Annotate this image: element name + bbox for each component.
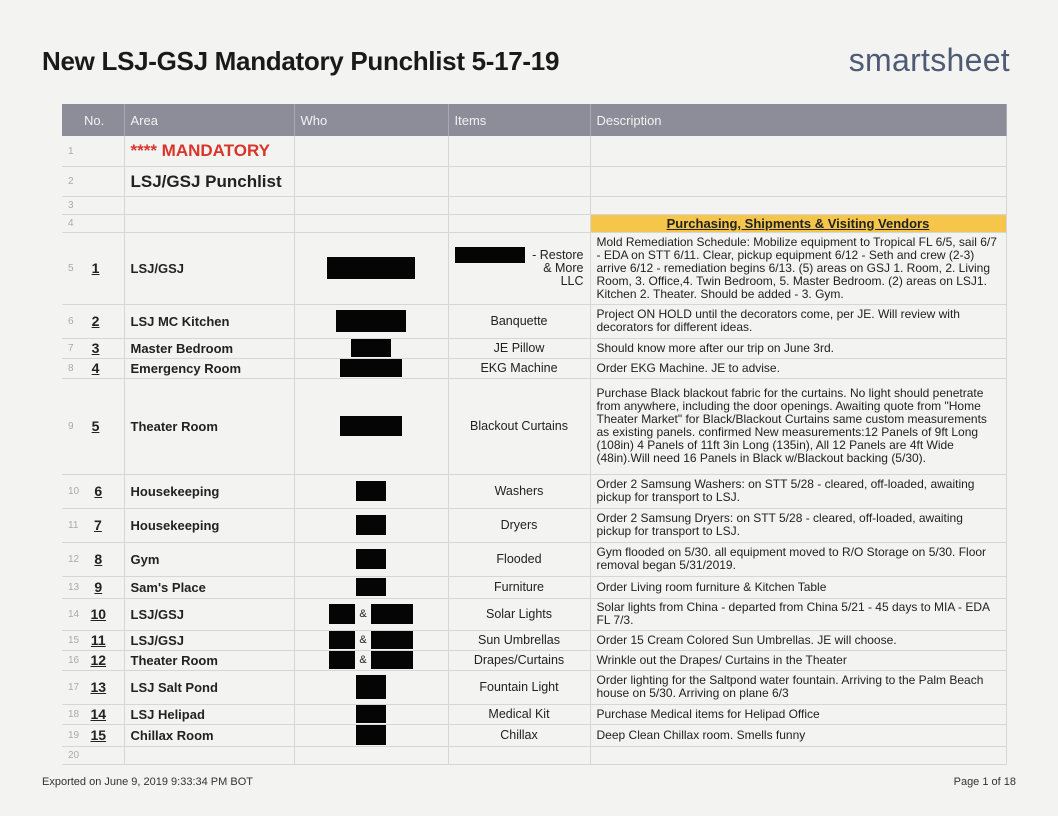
cell-who[interactable] [294, 746, 448, 764]
item-number: 6 [94, 482, 103, 499]
redaction-block [356, 705, 386, 723]
item-number: 5 [91, 417, 100, 434]
cell-who[interactable] [294, 214, 448, 232]
cell-who[interactable] [294, 542, 448, 576]
row-number: 5 [68, 262, 74, 274]
item-number: 9 [94, 578, 103, 595]
cell-who[interactable] [294, 724, 448, 746]
row-number: 18 [68, 708, 80, 720]
row-number: 20 [68, 750, 80, 761]
item-number: 3 [91, 339, 100, 356]
cell-no[interactable] [62, 136, 124, 166]
cell-no[interactable] [62, 358, 124, 378]
cell-items[interactable] [448, 746, 590, 764]
redaction-block [356, 515, 386, 535]
redaction-block [356, 675, 386, 699]
table-row[interactable] [62, 136, 1006, 166]
cell-who[interactable] [294, 232, 448, 304]
row-number: 19 [68, 729, 80, 741]
ampersand: & [359, 653, 367, 666]
cell-no[interactable] [62, 542, 124, 576]
redaction-block [455, 247, 525, 263]
cell-who[interactable] [294, 650, 448, 670]
redaction-block [340, 359, 402, 377]
row-number: 1 [68, 145, 74, 157]
cell-no[interactable] [62, 704, 124, 724]
cell-items[interactable] [448, 196, 590, 214]
cell-who[interactable] [294, 598, 448, 630]
cell-area[interactable]: Master Bedroom [124, 338, 294, 358]
redaction-block [371, 631, 413, 649]
cell-no[interactable] [62, 598, 124, 630]
ampersand: & [359, 633, 367, 646]
redaction-block [371, 604, 413, 624]
table-row[interactable] [62, 232, 1006, 304]
cell-who[interactable] [294, 508, 448, 542]
row-number: 7 [68, 342, 74, 354]
redaction-block [336, 310, 406, 332]
row-number: 4 [68, 218, 74, 229]
cell-no[interactable] [62, 746, 124, 764]
cell-description[interactable] [590, 136, 1006, 166]
cell-items[interactable] [448, 136, 590, 166]
table-row[interactable] [62, 670, 1006, 704]
cell-items[interactable]: Blackout Curtains [448, 378, 590, 474]
page-indicator: Page 1 of 18 [953, 776, 1016, 788]
table-row[interactable] [62, 338, 1006, 358]
item-number: 7 [94, 516, 102, 533]
cell-description[interactable]: Order Living room furniture & Kitchen Table [590, 576, 1006, 598]
row-number: 8 [68, 362, 74, 374]
row-number: 10 [68, 485, 80, 497]
item-number: 2 [91, 312, 100, 329]
redaction-block [351, 339, 391, 357]
cell-no[interactable] [62, 576, 124, 598]
cell-description[interactable]: Order EKG Machine. JE to advise. [590, 358, 1006, 378]
cell-no[interactable] [62, 508, 124, 542]
item-text: - Restore & More LLC [532, 247, 584, 288]
table-row[interactable] [62, 474, 1006, 508]
cell-description[interactable]: Gym flooded on 5/30. all equipment moved to R/O Storage on 5/30. Floor removal began 5/31/2019. [590, 542, 1006, 576]
item-number: 8 [94, 550, 103, 567]
cell-description[interactable]: Purchase Black blackout fabric for the curtains. No light should penetrate from anywhere, including the door openings. Awaiting quote from "Home Theater Market" for Black/Blackout Curtains same custom measurements as existing panels. confirmed New measurements:12 Panels of 9ft Long (108in) 4 Panels of 11ft 3in Long (135in), All 12 Panels are 4ft Wide (48in).Will need 16 Panels in Black w/Blackout backing (5/30). [590, 378, 1006, 474]
table-row[interactable] [62, 650, 1006, 670]
cell-items[interactable] [448, 166, 590, 196]
cell-who[interactable] [294, 304, 448, 338]
cell-description[interactable]: Order lighting for the Saltpond water fountain. Arriving to the Palm Beach house on 5/30. Arriving on plane 6/3 [590, 670, 1006, 704]
cell-who[interactable] [294, 136, 448, 166]
item-number: 1 [91, 259, 100, 276]
header-row [62, 104, 1006, 136]
table-row[interactable] [62, 196, 1006, 214]
cell-description[interactable]: Project ON HOLD until the decorators come, per JE. Will review with decorators for different ideas. [590, 304, 1006, 338]
table-row[interactable] [62, 358, 1006, 378]
cell-who[interactable] [294, 358, 448, 378]
cell-description[interactable]: Order 2 Samsung Dryers: on STT 5/28 - cleared, off-loaded, awaiting pickup for transport to LSJ. [590, 508, 1006, 542]
export-timestamp: Exported on June 9, 2019 9:33:34 PM BOT [42, 776, 253, 788]
item-number: 4 [91, 359, 100, 376]
cell-who[interactable] [294, 630, 448, 650]
cell-area[interactable] [124, 214, 294, 232]
cell-items[interactable]: Washers [448, 474, 590, 508]
redaction-block [329, 651, 355, 669]
row-number: 12 [68, 553, 80, 565]
cell-area[interactable]: LSJ/GSJ Punchlist [124, 166, 294, 196]
col-header-no[interactable]: No. [62, 104, 124, 136]
row-number: 2 [68, 176, 74, 187]
cell-items[interactable]: EKG Machine [448, 358, 590, 378]
cell-no[interactable] [62, 474, 124, 508]
cell-no[interactable] [62, 338, 124, 358]
cell-items[interactable]: JE Pillow [448, 338, 590, 358]
cell-who[interactable] [294, 704, 448, 724]
col-header-items[interactable]: Items [448, 104, 590, 136]
cell-area[interactable]: Housekeeping [124, 474, 294, 508]
cell-items[interactable]: Fountain Light [448, 670, 590, 704]
cell-no[interactable] [62, 670, 124, 704]
table-row[interactable] [62, 724, 1006, 746]
col-header-description[interactable]: Description [590, 104, 1006, 136]
cell-area[interactable]: LSJ/GSJ [124, 598, 294, 630]
cell-items[interactable]: Furniture [448, 576, 590, 598]
cell-items[interactable]: Medical Kit [448, 704, 590, 724]
row-number: 14 [68, 608, 80, 620]
item-number: 12 [90, 651, 107, 668]
cell-items[interactable]: Dryers [448, 508, 590, 542]
redaction-block [329, 631, 355, 649]
redaction-block [356, 481, 386, 501]
cell-no[interactable] [62, 304, 124, 338]
row-number: 9 [68, 420, 74, 432]
cell-description[interactable] [590, 196, 1006, 214]
cell-description[interactable]: Order 2 Samsung Washers: on STT 5/28 - cleared, off-loaded, awaiting pickup for transport to LSJ. [590, 474, 1006, 508]
row-number: 3 [68, 200, 74, 211]
cell-area[interactable]: LSJ/GSJ [124, 630, 294, 650]
cell-who[interactable] [294, 474, 448, 508]
redaction-block [327, 257, 415, 279]
table-row[interactable] [62, 542, 1006, 576]
table-row[interactable] [62, 214, 1006, 232]
cell-no[interactable] [62, 166, 124, 196]
table-row[interactable] [62, 746, 1006, 764]
cell-items[interactable]: Sun Umbrellas [448, 630, 590, 650]
item-number: 10 [90, 605, 107, 622]
item-number: 11 [90, 631, 106, 648]
table-row[interactable] [62, 704, 1006, 724]
redaction-block [356, 549, 386, 569]
table-row[interactable] [62, 630, 1006, 650]
ampersand: & [359, 607, 367, 620]
cell-area[interactable]: LSJ Salt Pond [124, 670, 294, 704]
redaction-block [356, 725, 386, 745]
page-title: New LSJ-GSJ Mandatory Punchlist 5-17-19 [42, 46, 560, 76]
cell-items[interactable]: Banquette [448, 304, 590, 338]
row-number: 16 [68, 654, 80, 666]
cell-who[interactable] [294, 166, 448, 196]
cell-description[interactable]: Purchase Medical items for Helipad Office [590, 704, 1006, 724]
cell-no[interactable] [62, 630, 124, 650]
cell-description[interactable]: Solar lights from China - departed from China 5/21 - 45 days to MIA - EDA FL 7/3. [590, 598, 1006, 630]
table-row[interactable] [62, 598, 1006, 630]
table-row[interactable] [62, 576, 1006, 598]
cell-area[interactable]: LSJ/GSJ [124, 232, 294, 304]
cell-description[interactable]: Should know more after our trip on June 3rd. [590, 338, 1006, 358]
cell-area[interactable]: **** MANDATORY [124, 136, 294, 166]
table-row[interactable] [62, 166, 1006, 196]
cell-description[interactable]: Mold Remediation Schedule: Mobilize equipment to Tropical FL 6/5, sail 6/7 - EDA on STT 6/11. Clear, pickup equipment 6/12 - Seth and crew (2-3) arrive 6/12 - remediation begins 6/13. (5) areas on GSJ 1. Room, 2. Living Room, 3. Office,4. Twin Bedroom, 5. Master Bedroom. (2) areas on LSJ1. Kitchen 2. Theater. Should be added - 3. Gym. [590, 232, 1006, 304]
cell-area[interactable]: Theater Room [124, 650, 294, 670]
row-number: 17 [68, 681, 80, 693]
cell-who[interactable] [294, 338, 448, 358]
cell-area[interactable]: Theater Room [124, 378, 294, 474]
cell-items[interactable]: Flooded [448, 542, 590, 576]
col-header-who[interactable]: Who [294, 104, 448, 136]
cell-no[interactable] [62, 650, 124, 670]
cell-who[interactable] [294, 378, 448, 474]
cell-description[interactable] [590, 166, 1006, 196]
row-number: 13 [68, 581, 80, 593]
cell-area[interactable]: Gym [124, 542, 294, 576]
cell-area[interactable]: Chillax Room [124, 724, 294, 746]
row-number: 11 [68, 519, 79, 531]
cell-area[interactable] [124, 196, 294, 214]
row-number: 15 [68, 634, 80, 646]
cell-area[interactable]: LSJ MC Kitchen [124, 304, 294, 338]
col-header-area[interactable]: Area [124, 104, 294, 136]
cell-no[interactable] [62, 724, 124, 746]
cell-no[interactable] [62, 214, 124, 232]
cell-no[interactable] [62, 196, 124, 214]
cell-items[interactable]: Chillax [448, 724, 590, 746]
brand-logo: smartsheet [848, 42, 1010, 78]
redaction-block [356, 578, 386, 596]
table-row[interactable] [62, 304, 1006, 338]
cell-area[interactable]: Sam's Place [124, 576, 294, 598]
item-number: 14 [90, 705, 107, 722]
cell-area[interactable]: Emergency Room [124, 358, 294, 378]
cell-description[interactable] [590, 746, 1006, 764]
redaction-block [371, 651, 413, 669]
cell-items[interactable] [448, 214, 590, 232]
cell-who[interactable] [294, 196, 448, 214]
redaction-block [329, 604, 355, 624]
row-number: 6 [68, 315, 74, 327]
cell-description[interactable]: Wrinkle out the Drapes/ Curtains in the Theater [590, 650, 1006, 670]
cell-no[interactable] [62, 232, 124, 304]
cell-description[interactable]: Deep Clean Chillax room. Smells funny [590, 724, 1006, 746]
redaction-block [340, 416, 402, 436]
item-number: 13 [90, 678, 107, 695]
punchlist-table [62, 104, 1007, 765]
cell-description[interactable]: Order 15 Cream Colored Sun Umbrellas. JE will choose. [590, 630, 1006, 650]
cell-who[interactable] [294, 576, 448, 598]
item-number: 15 [90, 726, 107, 743]
cell-area[interactable]: LSJ Helipad [124, 704, 294, 724]
cell-area[interactable] [124, 746, 294, 764]
cell-items[interactable]: Solar Lights [448, 598, 590, 630]
table-row[interactable] [62, 508, 1006, 542]
cell-area[interactable]: Housekeeping [124, 508, 294, 542]
cell-no[interactable] [62, 378, 124, 474]
cell-who[interactable] [294, 670, 448, 704]
table-row[interactable] [62, 378, 1006, 474]
cell-items[interactable] [448, 232, 590, 304]
cell-items[interactable]: Drapes/Curtains [448, 650, 590, 670]
cell-description[interactable]: Purchasing, Shipments & Visiting Vendors [590, 214, 1006, 232]
